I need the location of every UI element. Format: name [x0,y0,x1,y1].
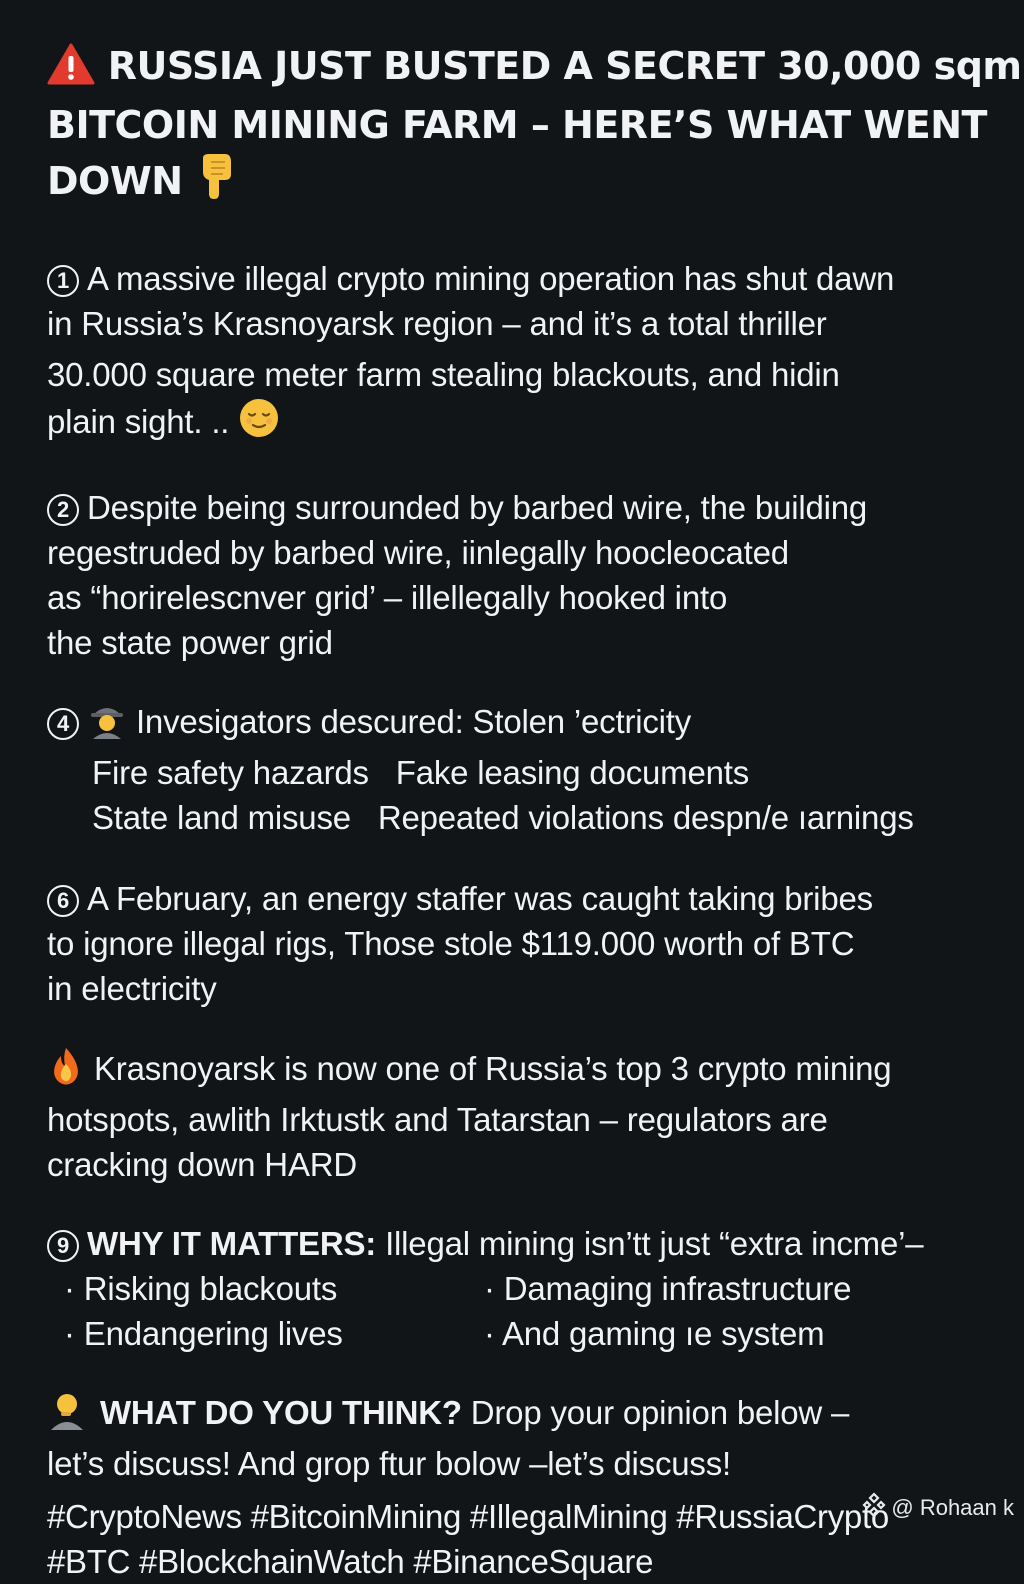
list-item-text: Damaging infrastructure [503,1270,852,1307]
paragraph-1-line-4 [47,397,1007,450]
paragraph-2-text-1: Despite being surrounded by barbed wire, the building [87,489,868,526]
binance-logo-icon [861,1492,887,1524]
hashtag-line-2[interactable]: #BTC #BlockchainWatch #BinanceSquare [47,1543,654,1580]
title-text-1: RUSSIA JUST BUSTED A SECRET 30,000 sqm [107,44,1022,88]
paragraph-1-line-3: 30.000 square meter farm stealing blackouts, and hidin [47,356,840,393]
finding-item: Fire safety hazards [92,754,369,791]
paragraph-fire-line-2: hotspots, awlith Irktustk and Tatarstan – regulators are [47,1101,828,1138]
number-6-icon: 6 [47,885,79,917]
paragraph-1-text-1: A massive illegal crypto mining operation has shut dawn [87,260,895,297]
bullet-row-1 [47,1266,1007,1311]
paragraph-1-text-4: plain sight. .. [47,403,230,440]
findings-row-1 [92,750,1007,795]
bullet-list [47,1266,1007,1356]
watermark [861,1492,1014,1524]
paragraph-6-line-3: in electricity [47,970,217,1007]
post [47,40,1022,1584]
paragraph-4 [47,699,1007,840]
paragraph-1-line-2: in Russia’s Krasnoyarsk region – and it’s a total thriller [47,305,827,342]
hashtag-line-1[interactable]: #CryptoNews #BitcoinMining #IllegalMining #RussiaCrypto [47,1498,889,1535]
list-item: · Risking blackouts [64,1270,338,1307]
list-item-text: Risking blackouts [83,1270,338,1307]
findings-row-2 [92,795,1007,840]
warning-icon [47,43,95,99]
detective-icon [87,699,127,750]
paragraph-6 [47,876,1007,1011]
paragraph-9-text: Illegal mining isn’tt just “extra incme’– [385,1225,924,1262]
title-line-3 [47,152,1007,214]
number-9-icon: 9 [47,1230,79,1262]
paragraph-2-line-1 [47,485,1007,530]
paragraph-1-line-1 [47,256,1007,301]
finding-item: Repeated violations despn/e ıarnings [377,799,914,836]
paragraph-9-line-1 [47,1221,1007,1266]
paragraph-question [47,1390,1007,1486]
number-2-icon: 2 [47,494,79,526]
pointing-down-icon [195,152,235,214]
paragraph-question-text: Drop your opinion below – [470,1394,850,1431]
why-it-matters-heading: WHY IT MATTERS: [87,1225,377,1262]
paragraph-6-text-1: A February, an energy staffer was caught taking bribes [87,880,873,917]
paragraph-2 [47,485,1007,665]
paragraph-6-line-1 [47,876,1007,921]
paragraph-fire-line-3: cracking down HARD [47,1146,358,1183]
paragraph-question-line-1 [47,1390,1007,1441]
list-item-text: Endangering lives [83,1315,343,1352]
list-item-text: And gaming ıe system [501,1315,825,1352]
paragraph-9 [47,1221,1007,1356]
what-do-you-think-heading: WHAT DO YOU THINK? [99,1394,462,1431]
bullet-row-2 [47,1311,1007,1356]
paragraph-fire-line-1 [47,1046,1007,1097]
number-4-icon: 4 [47,708,79,740]
thinking-person-icon [47,1390,91,1441]
title-line-2: BITCOIN MINING FARM – HERE’S WHAT WENT [47,103,987,147]
title-text-3: DOWN [47,159,183,203]
title-line-1 [47,40,1022,99]
paragraph-question-line-2: let’s discuss! And grop ftur bolow –let’s discuss! [47,1445,731,1482]
relieved-face-icon [238,397,280,450]
findings-list [47,750,1007,840]
paragraph-2-line-4: the state power grid [47,624,333,661]
list-item: · Endangering lives [64,1315,343,1352]
post-title [47,40,1022,214]
number-1-icon: 1 [47,265,79,297]
paragraph-fire [47,1046,1007,1187]
list-item: · And gaming ıe system [484,1315,825,1352]
list-item: · Damaging infrastructure [484,1270,852,1307]
finding-item: Fake leasing documents [395,754,750,791]
paragraph-2-line-2: regestruded by barbed wire, iinlegally hoocleocated [47,534,789,571]
paragraph-4-line-1 [47,699,1007,750]
paragraph-4-text-1: Invesigators descured: Stolen ’ectricity [135,703,692,740]
paragraph-2-line-3: as “horirelescnver grid’ – illellegally hooked into [47,579,728,616]
paragraph-1 [47,256,1007,450]
fire-icon [47,1046,85,1097]
watermark-text: @ Rohaan k [891,1495,1014,1520]
finding-item: State land misuse [92,799,351,836]
paragraph-fire-text-1: Krasnoyarsk is now one of Russia’s top 3 crypto mining [93,1050,892,1087]
paragraph-6-line-2: to ignore illegal rigs, Those stole $119.000 worth of BTC [47,925,855,962]
